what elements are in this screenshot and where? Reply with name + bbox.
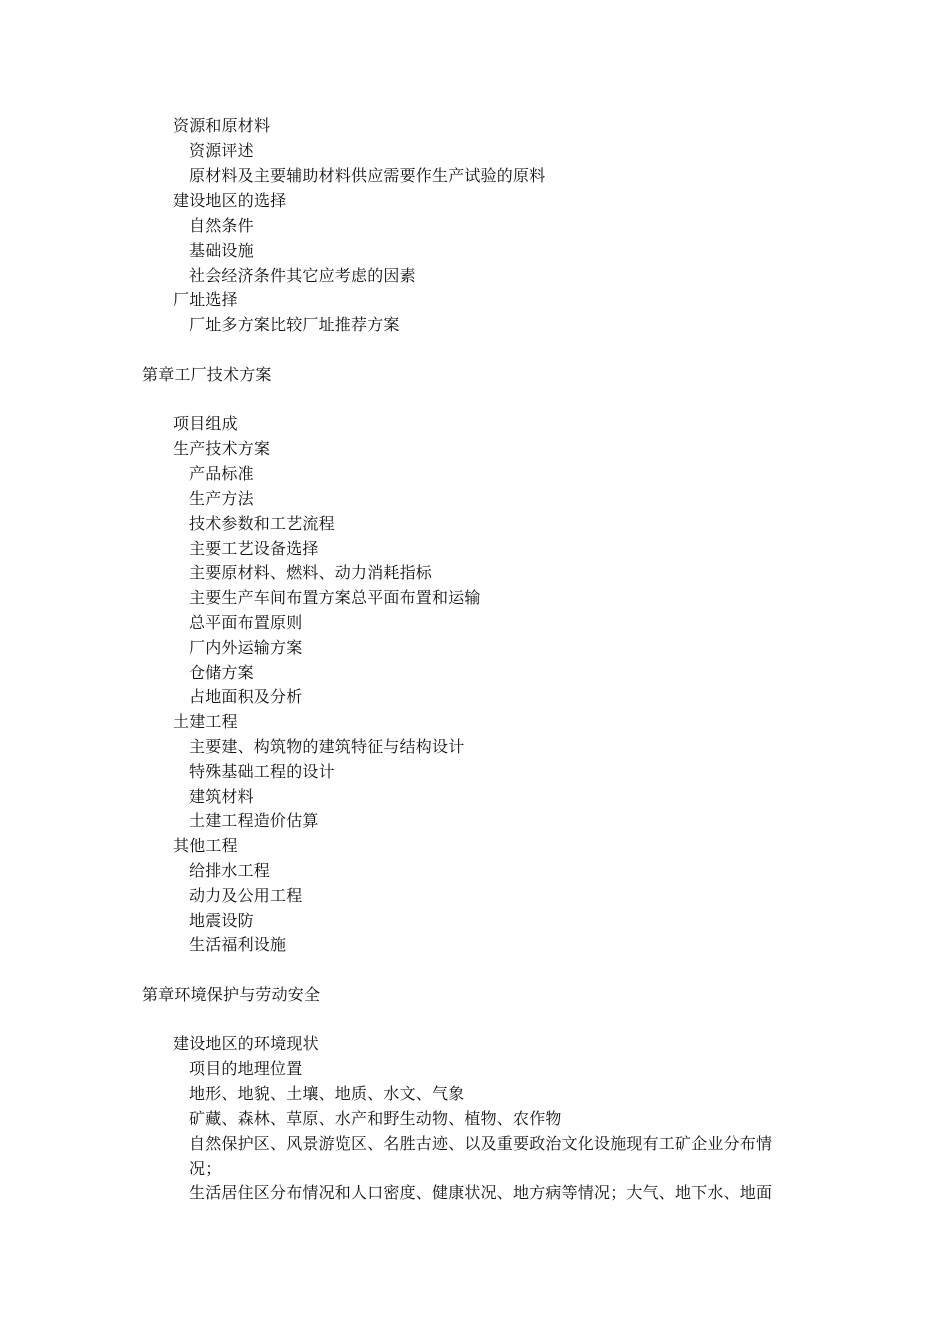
section-heading-project-composition: 项目组成 <box>173 414 238 433</box>
list-item: 主要工艺设备选择 <box>189 539 319 558</box>
list-item: 厂内外运输方案 <box>189 638 303 657</box>
list-item: 生活福利设施 <box>189 935 287 954</box>
list-item: 动力及公用工程 <box>189 886 303 905</box>
section-heading-plant-site: 厂址选择 <box>173 290 238 309</box>
list-item: 厂址多方案比较厂址推荐方案 <box>189 315 400 334</box>
list-item: 特殊基础工程的设计 <box>189 762 335 781</box>
list-item: 资源评述 <box>189 141 254 160</box>
list-item: 自然保护区、风景游览区、名胜古迹、以及重要政治文化设施现有工矿企业分布情况； <box>189 1134 773 1178</box>
list-item: 技术参数和工艺流程 <box>189 514 335 533</box>
list-item: 社会经济条件其它应考虑的因素 <box>189 266 416 285</box>
list-item: 生活居住区分布情况和人口密度、健康状况、地方病等情况；大气、地下水、地面 <box>189 1183 773 1202</box>
list-item: 项目的地理位置 <box>189 1059 303 1078</box>
section-heading-other: 其他工程 <box>173 836 238 855</box>
list-item: 建筑材料 <box>189 787 254 806</box>
chapter-title-tech: 第章工厂技术方案 <box>142 365 272 384</box>
list-item: 主要建、构筑物的建筑特征与结构设计 <box>189 737 465 756</box>
list-item: 地震设防 <box>189 911 254 930</box>
list-item: 地形、地貌、土壤、地质、水文、气象 <box>189 1084 465 1103</box>
section-heading-env-status: 建设地区的环境现状 <box>173 1034 319 1053</box>
list-item: 矿藏、森林、草原、水产和野生动物、植物、农作物 <box>189 1109 562 1128</box>
list-item: 生产方法 <box>189 489 254 508</box>
list-item: 给排水工程 <box>189 861 271 880</box>
list-item: 主要生产车间布置方案总平面布置和运输 <box>189 588 481 607</box>
list-item: 土建工程造价估算 <box>189 811 319 830</box>
section-heading-production: 生产技术方案 <box>173 439 271 458</box>
list-item: 主要原材料、燃料、动力消耗指标 <box>189 563 433 582</box>
section-heading-resources: 资源和原材料 <box>173 116 271 135</box>
list-item: 占地面积及分析 <box>189 687 303 706</box>
list-item: 产品标准 <box>189 464 254 483</box>
list-item: 总平面布置原则 <box>189 613 303 632</box>
section-heading-civil: 土建工程 <box>173 712 238 731</box>
list-item: 仓储方案 <box>189 663 254 682</box>
chapter-title-env: 第章环境保护与劳动安全 <box>142 985 321 1004</box>
list-item: 原材料及主要辅助材料供应需要作生产试验的原料 <box>189 166 546 185</box>
section-heading-site-region: 建设地区的选择 <box>173 191 287 210</box>
list-item: 自然条件 <box>189 216 254 235</box>
list-item: 基础设施 <box>189 241 254 260</box>
